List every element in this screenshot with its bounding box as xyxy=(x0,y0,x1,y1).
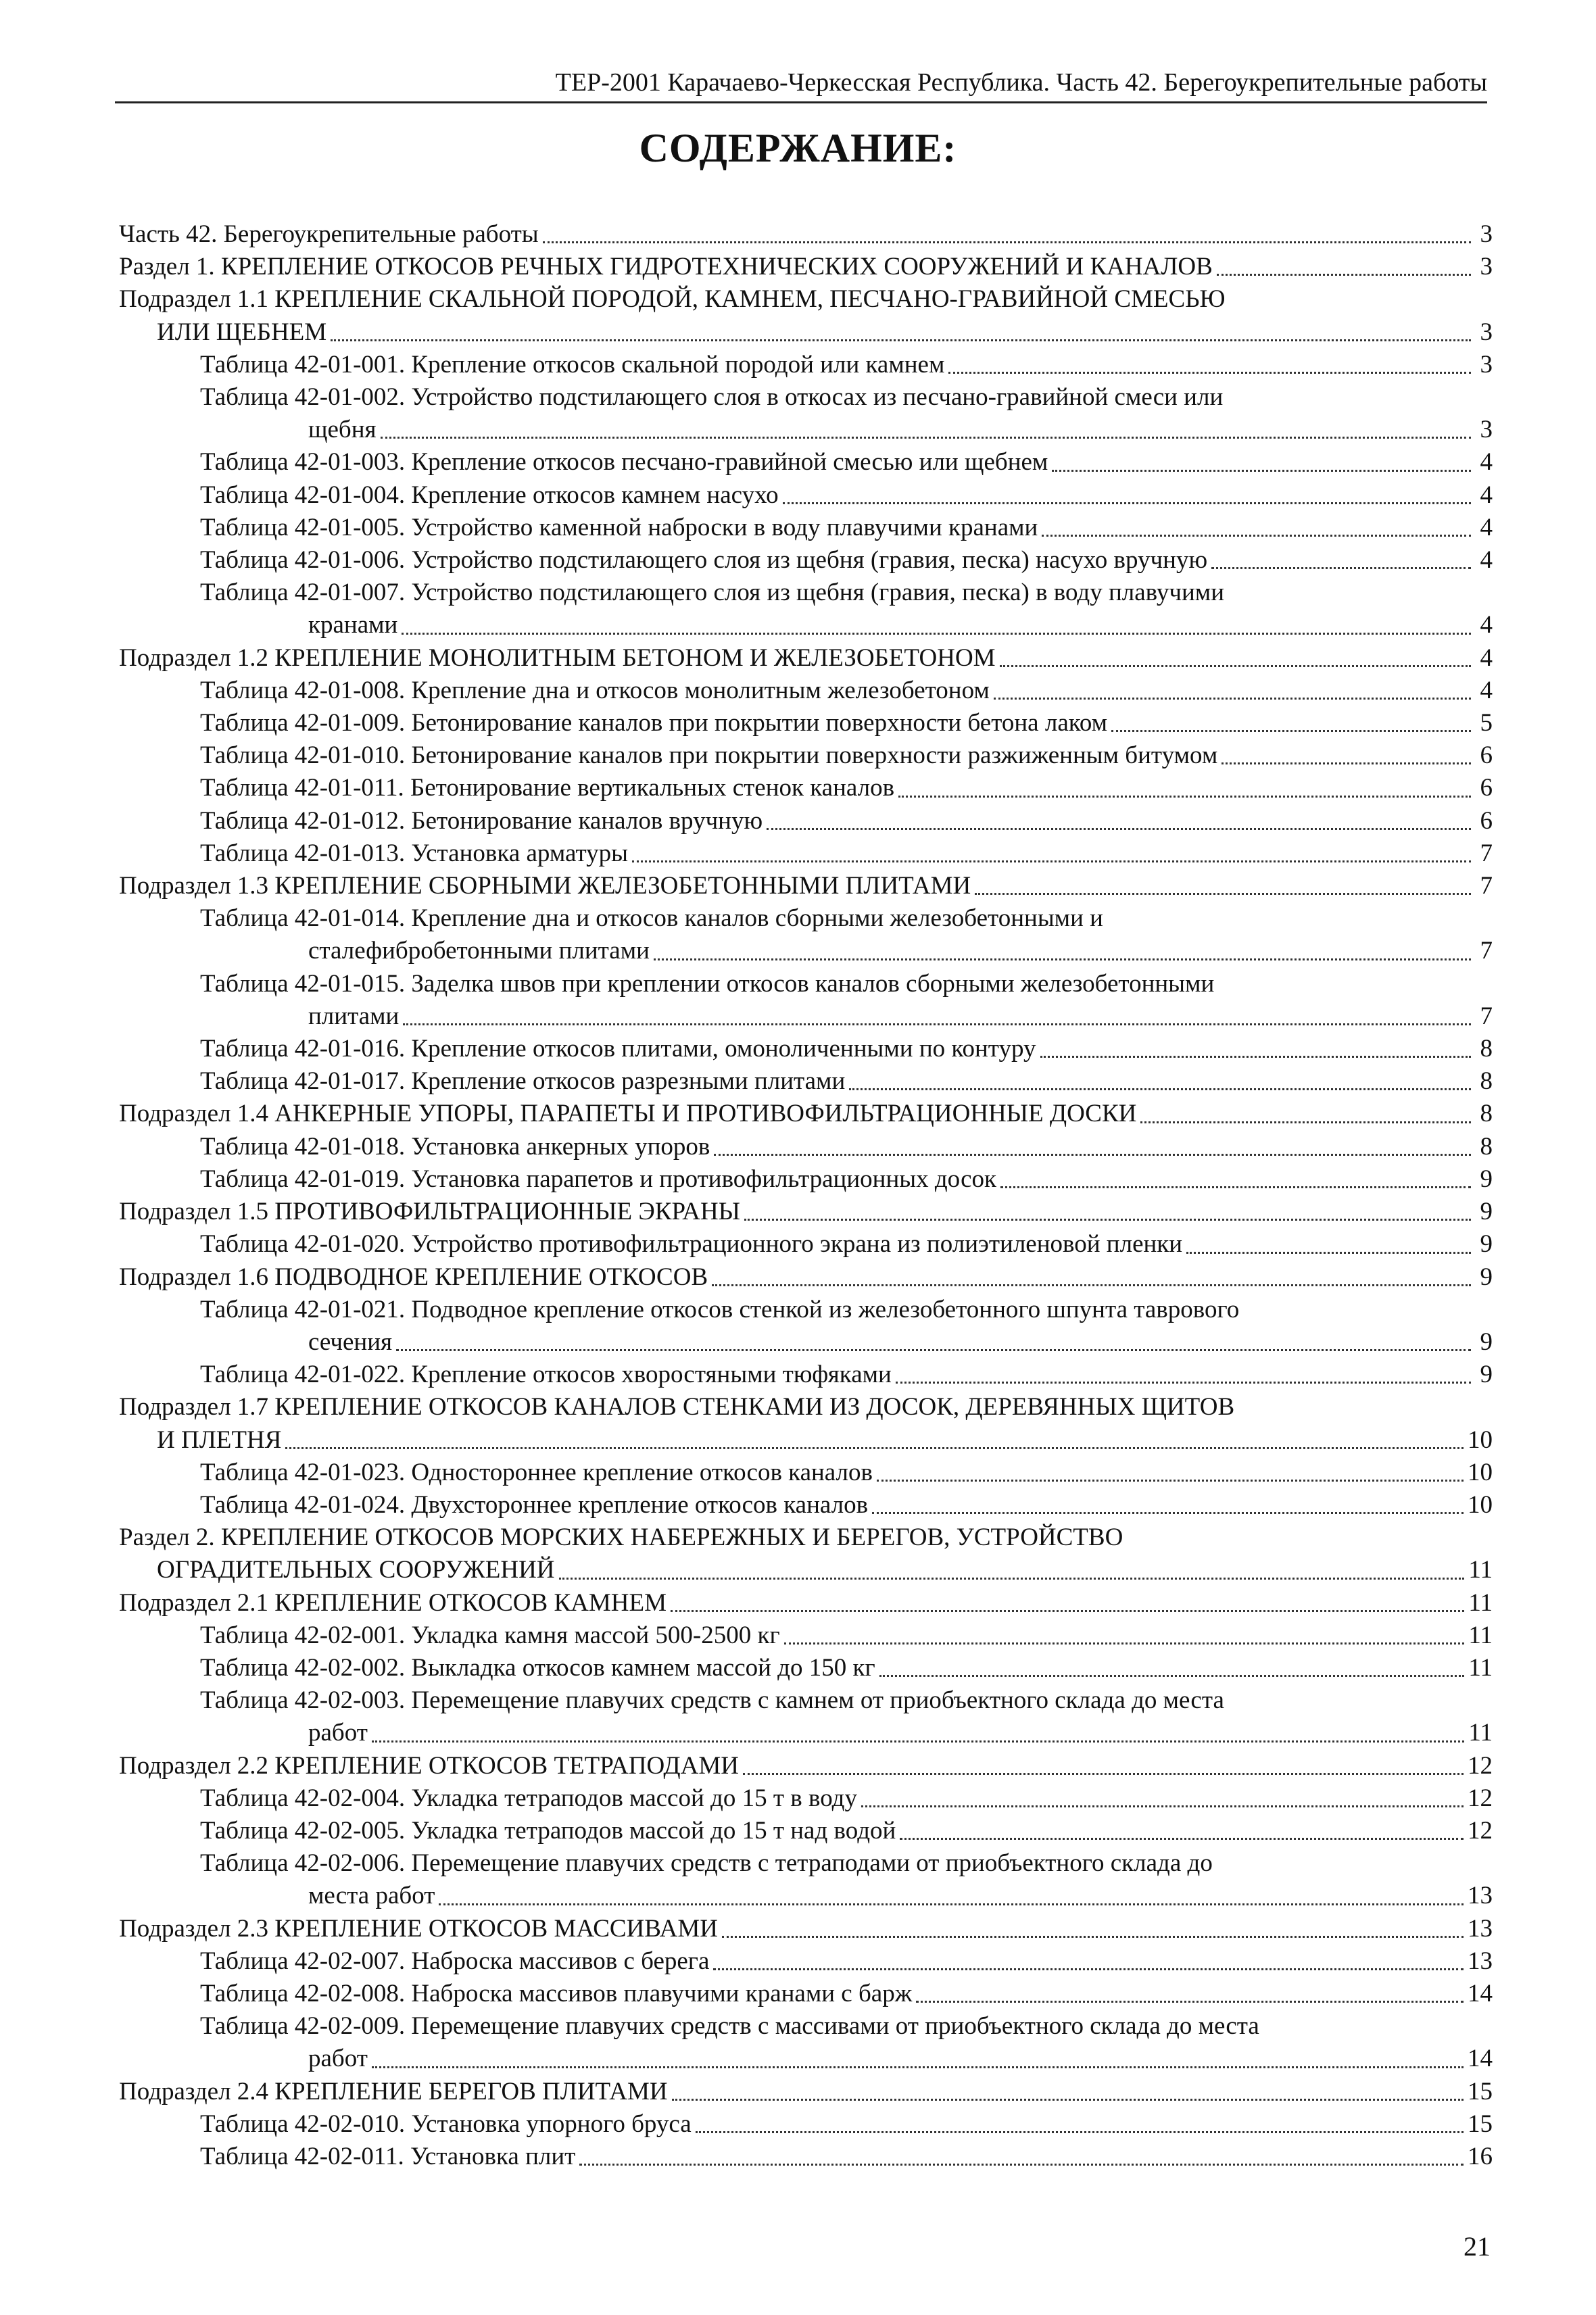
toc-page-number: 13 xyxy=(1468,1882,1493,1910)
toc-entry-label: щебня xyxy=(308,416,377,444)
toc-page-number: 12 xyxy=(1468,1751,1493,1780)
toc-entry-label: кранами xyxy=(308,611,398,639)
toc-table-entry[interactable] xyxy=(119,675,1493,707)
toc-entry-label: ИЛИ ЩЕБНЕМ xyxy=(157,318,327,346)
toc-page-number: 3 xyxy=(1480,416,1493,444)
toc-entry-label: Таблица 42-01-010. Бетонирование каналов при покрытии поверхности разжиженным битумом xyxy=(200,741,1218,770)
toc-entry-label: плитами xyxy=(308,1002,400,1030)
toc-table-entry[interactable] xyxy=(119,1163,1493,1196)
toc-entry-label: Таблица 42-01-022. Крепление откосов хворостяными тюфяками xyxy=(200,1361,892,1389)
toc-table-entry[interactable] xyxy=(119,1033,1493,1065)
toc-entry-continuation xyxy=(119,609,1493,641)
toc-entry-label: Таблица 42-01-014. Крепление дна и откосов каналов сборными железобетонными и xyxy=(200,904,1103,933)
toc-entry-continuation xyxy=(119,1424,1493,1457)
dot-leader xyxy=(579,2164,1464,2166)
dot-leader xyxy=(331,339,1471,341)
toc-page-number: 15 xyxy=(1468,2110,1493,2138)
toc-section-entry[interactable] xyxy=(119,1521,1493,1586)
toc-table-entry[interactable] xyxy=(119,837,1493,870)
toc-page-number: 13 xyxy=(1468,1914,1493,1943)
toc-page-number: 11 xyxy=(1468,1719,1493,1747)
toc-table-entry[interactable] xyxy=(119,1457,1493,1489)
toc-table-entry[interactable] xyxy=(119,805,1493,837)
toc-subsection-entry[interactable] xyxy=(119,642,1493,675)
dot-leader xyxy=(712,1284,1471,1286)
toc-entry-label: места работ xyxy=(308,1882,435,1910)
toc-page-number: 9 xyxy=(1480,1198,1493,1226)
toc-table-entry[interactable] xyxy=(119,1228,1493,1261)
dot-leader xyxy=(898,796,1471,798)
toc-subsection-entry[interactable] xyxy=(119,1196,1493,1228)
toc-table-entry[interactable] xyxy=(119,772,1493,804)
toc-table-entry[interactable] xyxy=(119,1065,1493,1098)
toc-page-number: 7 xyxy=(1480,839,1493,867)
dot-leader xyxy=(1222,762,1471,764)
toc-entry-label: Подраздел 1.5 ПРОТИВОФИЛЬТРАЦИОННЫЕ ЭКРАНЫ xyxy=(119,1198,741,1226)
toc-entry-label: Таблица 42-02-009. Перемещение плавучих средств с массивами от приобъектного склада до места xyxy=(200,2012,1259,2041)
toc-page-number: 9 xyxy=(1480,1165,1493,1193)
toc-entry-label: Таблица 42-02-001. Укладка камня массой 500-2500 кг xyxy=(200,1621,780,1649)
toc-entry-continuation xyxy=(119,2043,1493,2075)
toc-entry-label: работ xyxy=(308,1719,368,1747)
dot-leader xyxy=(1140,1121,1471,1123)
toc-table-entry[interactable] xyxy=(119,577,1493,641)
toc-entry-continuation xyxy=(119,935,1493,967)
toc-entry-label: Раздел 2. КРЕПЛЕНИЕ ОТКОСОВ МОРСКИХ НАБЕРЕЖНЫХ И БЕРЕГОВ, УСТРОЙСТВО xyxy=(119,1524,1123,1552)
dot-leader xyxy=(714,1154,1471,1156)
dot-leader xyxy=(671,1610,1464,1612)
toc-entry-continuation xyxy=(119,1326,1493,1359)
toc-page-number: 6 xyxy=(1480,741,1493,770)
toc-entry-label: Таблица 42-01-019. Установка парапетов и противофильтрационных досок xyxy=(200,1165,997,1193)
toc-entry-label: Подраздел 2.3 КРЕПЛЕНИЕ ОТКОСОВ МАССИВАМИ xyxy=(119,1914,718,1943)
toc-page-number: 8 xyxy=(1480,1100,1493,1128)
toc-page-number: 4 xyxy=(1480,546,1493,575)
dot-leader xyxy=(1211,567,1471,569)
toc-table-entry[interactable] xyxy=(119,1978,1493,2010)
toc-entry-label: Таблица 42-01-017. Крепление откосов разрезными плитами xyxy=(200,1067,846,1096)
toc-entry-label: Таблица 42-01-008. Крепление дна и откосов монолитным железобетоном xyxy=(200,676,990,704)
dot-leader xyxy=(403,1023,1471,1025)
toc-page-number: 10 xyxy=(1468,1425,1493,1454)
dot-leader xyxy=(381,437,1471,439)
toc-page-number: 16 xyxy=(1468,2142,1493,2170)
page-number: 21 xyxy=(1464,2231,1491,2262)
toc-table-entry[interactable] xyxy=(119,1489,1493,1521)
dot-leader xyxy=(654,958,1471,960)
dot-leader xyxy=(722,1936,1464,1938)
dot-leader xyxy=(396,1349,1471,1351)
toc-page-number: 3 xyxy=(1480,318,1493,346)
toc-entry-label: Таблица 42-01-003. Крепление откосов песчано-гравийной смесью или щебнем xyxy=(200,448,1048,477)
toc-entry-label: Таблица 42-02-007. Наброска массивов с берега xyxy=(200,1947,710,1975)
toc-page-number: 4 xyxy=(1480,676,1493,704)
toc-page-number: 7 xyxy=(1480,1002,1493,1030)
dot-leader xyxy=(1186,1252,1471,1254)
toc-page-number: 7 xyxy=(1480,937,1493,965)
dot-leader xyxy=(849,1088,1471,1090)
toc-page-number: 8 xyxy=(1480,1067,1493,1096)
toc-entry-continuation xyxy=(119,1554,1493,1586)
toc-page-number: 11 xyxy=(1468,1588,1493,1617)
toc-page-number: 9 xyxy=(1480,1361,1493,1389)
table-of-contents xyxy=(119,218,1493,2173)
dot-leader xyxy=(1040,1056,1471,1058)
toc-entry-label: Таблица 42-01-016. Крепление откосов плитами, омоноличенными по контуру xyxy=(200,1035,1036,1063)
toc-table-entry[interactable] xyxy=(119,968,1493,1033)
dot-leader xyxy=(1111,730,1471,732)
toc-entry-label: Часть 42. Берегоукрепительные работы xyxy=(119,220,539,248)
toc-entry-label: Таблица 42-01-009. Бетонирование каналов при покрытии поверхности бетона лаком xyxy=(200,709,1108,737)
toc-table-entry[interactable] xyxy=(119,349,1493,381)
dot-leader xyxy=(1052,470,1471,472)
dot-leader xyxy=(744,1219,1471,1221)
toc-entry-label: Таблица 42-01-004. Крепление откосов камнем насухо xyxy=(200,481,779,509)
running-header: ТЕР-2001 Карачаево-Черкесская Республика. Часть 42. Берегоукрепительные работы xyxy=(115,68,1487,103)
dot-leader xyxy=(900,1838,1464,1840)
toc-table-entry[interactable] xyxy=(119,707,1493,739)
dot-leader xyxy=(784,1642,1465,1644)
toc-table-entry[interactable] xyxy=(119,1294,1493,1359)
toc-table-entry[interactable] xyxy=(119,1359,1493,1391)
toc-entry-label: Таблица 42-01-020. Устройство противофильтрационного экрана из полиэтиленовой пленки xyxy=(200,1230,1183,1259)
toc-subsection-entry[interactable] xyxy=(119,2076,1493,2108)
toc-entry-label: Таблица 42-02-002. Выкладка откосов камнем массой до 150 кг xyxy=(200,1653,875,1682)
toc-page-number: 6 xyxy=(1480,774,1493,802)
toc-section-entry[interactable] xyxy=(119,251,1493,283)
toc-table-entry[interactable] xyxy=(119,381,1493,446)
toc-subsection-entry[interactable] xyxy=(119,870,1493,902)
toc-entry-label: Подраздел 1.3 КРЕПЛЕНИЕ СБОРНЫМИ ЖЕЛЕЗОБЕТОННЫМИ ПЛИТАМИ xyxy=(119,872,971,900)
dot-leader xyxy=(896,1382,1471,1384)
toc-entry-label: Подраздел 1.4 АНКЕРНЫЕ УПОРЫ, ПАРАПЕТЫ И ПРОТИВОФИЛЬТРАЦИОННЫЕ ДОСКИ xyxy=(119,1100,1137,1128)
toc-page-number: 10 xyxy=(1468,1490,1493,1519)
toc-entry-label: Подраздел 2.4 КРЕПЛЕНИЕ БЕРЕГОВ ПЛИТАМИ xyxy=(119,2077,668,2105)
toc-table-entry[interactable] xyxy=(119,1652,1493,1684)
toc-entry-continuation xyxy=(119,1717,1493,1749)
dot-leader xyxy=(1042,535,1471,537)
toc-entry-label: Таблица 42-01-021. Подводное крепление откосов стенкой из железобетонного шпунта таврового xyxy=(200,1295,1240,1323)
dot-leader xyxy=(872,1512,1464,1514)
toc-section-entry[interactable] xyxy=(119,218,1493,251)
toc-page-number: 12 xyxy=(1468,1784,1493,1812)
toc-page-number: 4 xyxy=(1480,611,1493,639)
dot-leader xyxy=(713,1968,1464,1970)
toc-page-number: 4 xyxy=(1480,513,1493,541)
toc-entry-label: Подраздел 1.7 КРЕПЛЕНИЕ ОТКОСОВ КАНАЛОВ СТЕНКАМИ ИЗ ДОСОК, ДЕРЕВЯННЫХ ЩИТОВ xyxy=(119,1393,1235,1421)
toc-page-number: 13 xyxy=(1468,1947,1493,1975)
toc-subsection-entry[interactable] xyxy=(119,283,1493,348)
toc-entry-label: Подраздел 1.6 ПОДВОДНОЕ КРЕПЛЕНИЕ ОТКОСОВ xyxy=(119,1263,708,1291)
dot-leader xyxy=(1217,274,1471,276)
toc-entry-label: Таблица 42-02-011. Установка плит xyxy=(200,2142,576,2170)
dot-leader xyxy=(994,698,1471,700)
toc-entry-label: Подраздел 1.2 КРЕПЛЕНИЕ МОНОЛИТНЫМ БЕТОНОМ И ЖЕЛЕЗОБЕТОНОМ xyxy=(119,643,996,672)
dot-leader xyxy=(439,1903,1464,1905)
dot-leader xyxy=(861,1805,1464,1807)
dot-leader xyxy=(559,1578,1465,1580)
toc-table-entry[interactable] xyxy=(119,1945,1493,1978)
toc-table-entry[interactable] xyxy=(119,2010,1493,2075)
page-title: СОДЕРЖАНИЕ: xyxy=(639,126,957,170)
dot-leader xyxy=(696,2131,1464,2133)
toc-table-entry[interactable] xyxy=(119,2108,1493,2141)
toc-entry-continuation xyxy=(119,316,1493,349)
toc-entry-label: Таблица 42-01-024. Двухстороннее крепление откосов каналов xyxy=(200,1490,869,1519)
toc-table-entry[interactable] xyxy=(119,1619,1493,1652)
toc-entry-label: Таблица 42-01-005. Устройство каменной наброски в воду плавучими кранами xyxy=(200,513,1038,541)
toc-page-number: 6 xyxy=(1480,806,1493,835)
toc-entry-label: Таблица 42-02-003. Перемещение плавучих средств с камнем от приобъектного склада до места xyxy=(200,1686,1224,1715)
dot-leader xyxy=(372,2066,1464,2068)
toc-entry-label: Таблица 42-01-001. Крепление откосов скальной породой или камнем xyxy=(200,350,945,379)
toc-entry-label: Подраздел 2.1 КРЕПЛЕНИЕ ОТКОСОВ КАМНЕМ xyxy=(119,1588,667,1617)
toc-table-entry[interactable] xyxy=(119,512,1493,544)
toc-page-number: 4 xyxy=(1480,448,1493,477)
toc-page-number: 10 xyxy=(1468,1458,1493,1486)
toc-entry-continuation xyxy=(119,1880,1493,1912)
toc-page-number: 9 xyxy=(1480,1263,1493,1291)
toc-entry-label: Таблица 42-01-013. Установка арматуры xyxy=(200,839,628,867)
toc-table-entry[interactable] xyxy=(119,1847,1493,1912)
toc-subsection-entry[interactable] xyxy=(119,1750,1493,1782)
dot-leader xyxy=(285,1447,1464,1449)
toc-entry-continuation xyxy=(119,1000,1493,1033)
toc-page-number: 9 xyxy=(1480,1327,1493,1356)
dot-leader xyxy=(975,893,1471,895)
toc-entry-label: Раздел 1. КРЕПЛЕНИЕ ОТКОСОВ РЕЧНЫХ ГИДРОТЕХНИЧЕСКИХ СООРУЖЕНИЙ И КАНАЛОВ xyxy=(119,253,1213,281)
toc-entry-label: Таблица 42-02-010. Установка упорного бруса xyxy=(200,2110,692,2138)
toc-table-entry[interactable] xyxy=(119,1684,1493,1749)
toc-page-number: 11 xyxy=(1468,1556,1493,1584)
toc-entry-label: Подраздел 1.1 КРЕПЛЕНИЕ СКАЛЬНОЙ ПОРОДОЙ, КАМНЕМ, ПЕСЧАНО-ГРАВИЙНОЙ СМЕСЬЮ xyxy=(119,285,1226,314)
toc-table-entry[interactable] xyxy=(119,446,1493,479)
toc-entry-label: Таблица 42-01-007. Устройство подстилающего слоя из щебня (гравия, песка) в воду плавучими xyxy=(200,579,1225,607)
toc-page-number: 7 xyxy=(1480,872,1493,900)
toc-entry-label: Таблица 42-02-004. Укладка тетраподов массой до 15 т в воду xyxy=(200,1784,857,1812)
toc-table-entry[interactable] xyxy=(119,1815,1493,1847)
toc-entry-label: Таблица 42-01-006. Устройство подстилающего слоя из щебня (гравия, песка) насухо вручную xyxy=(200,546,1208,575)
toc-subsection-entry[interactable] xyxy=(119,1261,1493,1294)
dot-leader xyxy=(879,1675,1465,1677)
dot-leader xyxy=(767,828,1471,830)
dot-leader xyxy=(1000,1186,1471,1188)
dot-leader xyxy=(543,241,1471,243)
toc-subsection-entry[interactable] xyxy=(119,1391,1493,1456)
toc-table-entry[interactable] xyxy=(119,1131,1493,1163)
toc-entry-continuation xyxy=(119,414,1493,446)
toc-entry-label: Таблица 42-01-011. Бетонирование вертикальных стенок каналов xyxy=(200,774,895,802)
toc-subsection-entry[interactable] xyxy=(119,1098,1493,1130)
toc-entry-label: И ПЛЕТНЯ xyxy=(157,1425,282,1454)
toc-subsection-entry[interactable] xyxy=(119,1913,1493,1945)
toc-page-number: 11 xyxy=(1468,1653,1493,1682)
toc-entry-label: Подраздел 2.2 КРЕПЛЕНИЕ ОТКОСОВ ТЕТРАПОДАМИ xyxy=(119,1751,739,1780)
toc-entry-label: Таблица 42-01-002. Устройство подстилающего слоя в откосах из песчано-гравийной смеси или xyxy=(200,383,1224,412)
toc-entry-label: Таблица 42-02-006. Перемещение плавучих средств с тетраподами от приобъектного склада до xyxy=(200,1849,1213,1878)
toc-page-number: 3 xyxy=(1480,350,1493,379)
toc-entry-label: Таблица 42-02-008. Наброска массивов плавучими кранами с барж xyxy=(200,1979,913,2007)
toc-table-entry[interactable] xyxy=(119,902,1493,967)
toc-table-entry[interactable] xyxy=(119,1782,1493,1815)
toc-page-number: 9 xyxy=(1480,1230,1493,1259)
toc-entry-label: Таблица 42-01-023. Одностороннее крепление откосов каналов xyxy=(200,1458,873,1486)
toc-page-number: 8 xyxy=(1480,1132,1493,1161)
toc-entry-label: работ xyxy=(308,2045,368,2073)
toc-page-number: 4 xyxy=(1480,481,1493,509)
toc-page-number: 11 xyxy=(1468,1621,1493,1649)
dot-leader xyxy=(402,633,1471,635)
toc-entry-label: сталефибробетонными плитами xyxy=(308,937,650,965)
toc-table-entry[interactable] xyxy=(119,2141,1493,2173)
toc-page-number: 15 xyxy=(1468,2077,1493,2105)
dot-leader xyxy=(877,1480,1464,1482)
toc-entry-label: сечения xyxy=(308,1327,393,1356)
dot-leader xyxy=(948,372,1471,374)
toc-subsection-entry[interactable] xyxy=(119,1587,1493,1619)
toc-entry-label: Таблица 42-01-015. Заделка швов при креплении откосов каналов сборными железобетонными xyxy=(200,969,1215,998)
dot-leader xyxy=(916,2001,1464,2003)
dot-leader xyxy=(632,860,1471,862)
toc-entry-label: Таблица 42-01-018. Установка анкерных упоров xyxy=(200,1132,710,1161)
dot-leader xyxy=(1000,665,1471,667)
toc-entry-label: Таблица 42-02-005. Укладка тетраподов массой до 15 т над водой xyxy=(200,1816,896,1845)
dot-leader xyxy=(672,2099,1464,2101)
toc-table-entry[interactable] xyxy=(119,739,1493,772)
toc-page-number: 12 xyxy=(1468,1816,1493,1845)
toc-table-entry[interactable] xyxy=(119,544,1493,577)
toc-page-number: 5 xyxy=(1480,709,1493,737)
dot-leader xyxy=(372,1740,1464,1743)
toc-entry-label: ОГРАДИТЕЛЬНЫХ СООРУЖЕНИЙ xyxy=(157,1556,555,1584)
dot-leader xyxy=(743,1773,1464,1775)
toc-table-entry[interactable] xyxy=(119,479,1493,512)
toc-entry-label: Таблица 42-01-012. Бетонирование каналов вручную xyxy=(200,806,763,835)
toc-page-number: 3 xyxy=(1480,253,1493,281)
toc-page-number: 14 xyxy=(1468,2045,1493,2073)
toc-page-number: 4 xyxy=(1480,643,1493,672)
toc-page-number: 14 xyxy=(1468,1979,1493,2007)
dot-leader xyxy=(783,502,1471,504)
toc-page-number: 8 xyxy=(1480,1035,1493,1063)
toc-page-number: 3 xyxy=(1480,220,1493,248)
